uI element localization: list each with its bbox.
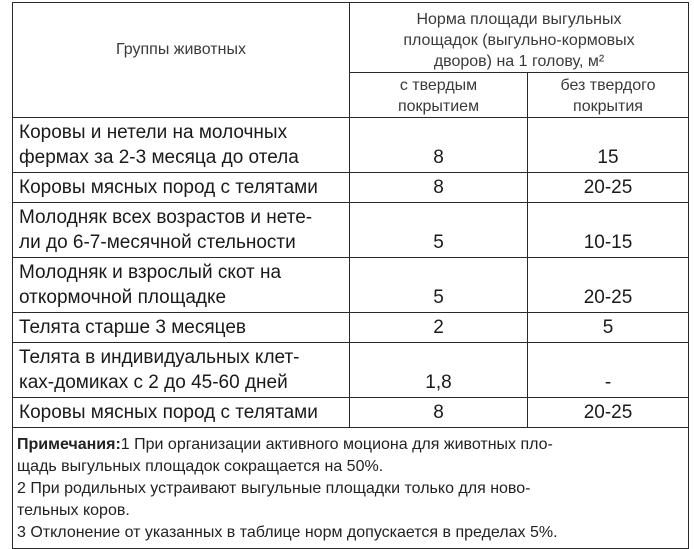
header-groups bbox=[13, 3, 350, 118]
row-soft-value: 20-25 bbox=[528, 398, 689, 428]
header-row bbox=[13, 3, 689, 73]
row-hard-value: 8 bbox=[350, 173, 528, 203]
row-name-line1: Молодняк всех возрастов и нете- bbox=[19, 207, 313, 228]
row-name bbox=[13, 313, 350, 343]
row-name-line1: Телята в индивидуальных клет- bbox=[19, 347, 300, 368]
table-row bbox=[13, 203, 689, 258]
row-hard-value: 5 bbox=[350, 258, 528, 313]
table-row bbox=[13, 258, 689, 313]
table-row bbox=[13, 173, 689, 203]
row-soft-value: 20-25 bbox=[528, 173, 689, 203]
table-row bbox=[13, 343, 689, 398]
header-hard-line2: покрытием bbox=[397, 98, 480, 115]
row-name-line2: фермах за 2-3 месяца до отела bbox=[19, 147, 299, 168]
row-name-line2: ках-домиках с 2 до 45-60 дней bbox=[19, 372, 288, 393]
header-hard-line1: с твердым bbox=[399, 77, 478, 94]
row-name-line1: Телята старше 3 месяцев bbox=[19, 317, 246, 338]
row-name-line1: Молодняк и взрослый скот на bbox=[19, 262, 282, 283]
row-soft-value: 5 bbox=[528, 313, 689, 343]
row-hard-value: 5 bbox=[350, 203, 528, 258]
row-name-line2: ли до 6-7-месячной стельности bbox=[19, 232, 296, 253]
table-row bbox=[13, 118, 689, 173]
row-soft-value: 15 bbox=[528, 118, 689, 173]
header-hard-surface bbox=[350, 73, 528, 118]
header-soft-line1: без твердого bbox=[560, 77, 656, 94]
row-name-line1: Коровы и нетели на молочных bbox=[19, 122, 288, 143]
row-name bbox=[13, 398, 350, 428]
header-groups-label: Группы животных bbox=[116, 40, 246, 58]
note-3: 3 Отклонение от указанных в таблице норм допускается в пределах 5%. bbox=[17, 524, 558, 541]
row-name bbox=[13, 343, 350, 398]
note-1-line1: 1 При организации активного моциона для животных пло- bbox=[120, 436, 553, 453]
row-name-line1: Коровы мясных пород с телятами bbox=[19, 402, 318, 423]
table-row bbox=[13, 313, 689, 343]
header-norm bbox=[350, 3, 689, 73]
row-name bbox=[13, 203, 350, 258]
notes bbox=[13, 428, 689, 549]
row-soft-value: 20-25 bbox=[528, 258, 689, 313]
row-name-line1: Коровы мясных пород с телятами bbox=[19, 177, 318, 198]
row-name-line2: откормочной площадке bbox=[19, 287, 227, 308]
row-hard-value: 8 bbox=[350, 118, 528, 173]
header-soft-surface bbox=[528, 73, 689, 118]
note-1 bbox=[17, 434, 684, 456]
row-name bbox=[13, 118, 350, 173]
row-hard-value: 2 bbox=[350, 313, 528, 343]
row-soft-value: 10-15 bbox=[528, 203, 689, 258]
row-soft-value: - bbox=[528, 343, 689, 398]
note-2-line2: тельных коров. bbox=[17, 502, 130, 519]
note-1-line2: щадь выгульных площадок сокращается на 50%. bbox=[17, 458, 384, 475]
row-name bbox=[13, 173, 350, 203]
header-norm-line2: площадок (выгульно-кормовых bbox=[403, 32, 635, 49]
notes-label: Примечания: bbox=[17, 436, 121, 453]
document bbox=[12, 2, 688, 549]
row-hard-value: 1,8 bbox=[350, 343, 528, 398]
header-soft-line2: покрытия bbox=[573, 98, 643, 115]
note-2-line1: 2 При родильных устраивают выгульные площадки только для ново- bbox=[17, 480, 531, 497]
notes-row bbox=[13, 428, 689, 549]
header-norm-line1: Норма площади выгульных bbox=[416, 11, 622, 28]
table-row bbox=[13, 398, 689, 428]
row-hard-value: 8 bbox=[350, 398, 528, 428]
header-norm-line3: дворов) на 1 голову, м² bbox=[433, 53, 605, 70]
row-name bbox=[13, 258, 350, 313]
norms-table bbox=[12, 2, 689, 549]
